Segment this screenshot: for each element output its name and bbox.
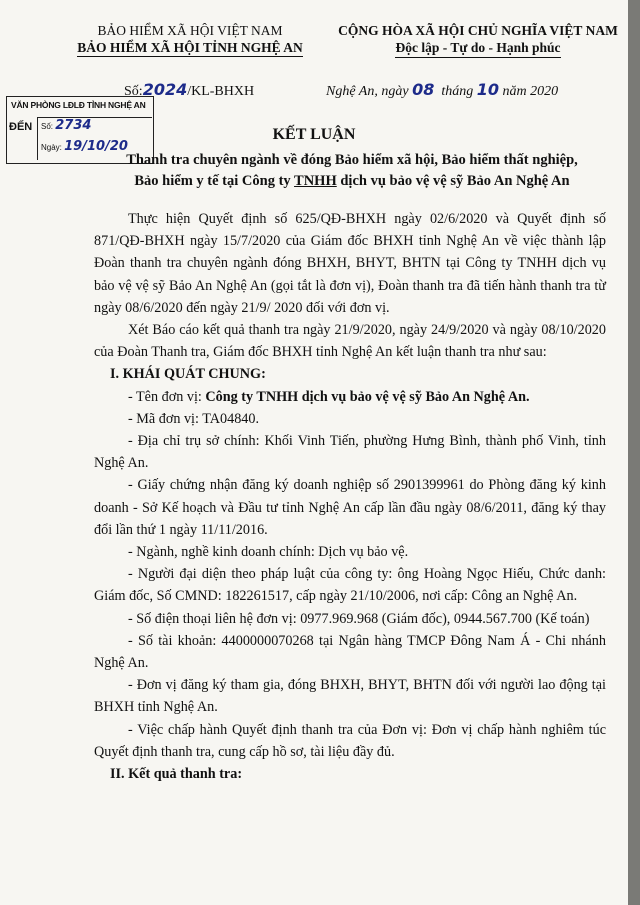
stamp-office: VĂN PHÒNG LĐLĐ TỈNH NGHỆ AN xyxy=(11,100,146,110)
issuer-parent: BẢO HIỂM XÃ HỘI VIỆT NAM xyxy=(97,23,283,38)
section-heading-general: I. KHÁI QUÁT CHUNG: xyxy=(110,366,266,383)
item-business-line: - Ngành, nghề kinh doanh chính: Dịch vụ bảo vệ. xyxy=(128,544,409,561)
handwritten-day: 08 xyxy=(412,80,435,99)
motto-country: CỘNG HÒA XÃ HỘI CHỦ NGHĨA VIỆT NAM xyxy=(338,23,618,38)
handwritten-month: 10 xyxy=(476,80,499,99)
stamp-number: 2734 xyxy=(55,118,92,133)
section-heading-results: II. Kết quả thanh tra: xyxy=(110,766,243,783)
item-unit-name: - Tên đơn vị: Công ty TNHH dịch vụ bảo vệ vệ sỹ Bảo An Nghệ An. xyxy=(128,388,530,405)
item-address: - Địa chỉ trụ sở chính: Khối Vinh Tiến, phường Hưng Bình, thành phố Vinh, tỉnh Nghệ An. xyxy=(94,433,606,472)
document-body xyxy=(94,208,606,785)
document-subtitle xyxy=(92,150,612,192)
item-registration: - Giấy chứng nhận đăng ký doanh nghiệp số 2901399961 do Phòng đăng ký kinh doanh - Sở Kế hoạch và Đầu tư tỉnh Nghệ An cấp lần đầu ngày 08/6/2011, đăng ký thay đổi lần thứ 1 ngày 11/11/2016. xyxy=(94,477,606,538)
national-motto xyxy=(328,22,628,58)
stamp-date-row: Ngày: 19/10/20 xyxy=(41,139,128,154)
motto-slogan: Độc lập - Tự do - Hạnh phúc xyxy=(328,39,628,58)
stamp-date: 19/10/20 xyxy=(64,139,128,154)
subtitle-line1: Thanh tra chuyên ngành về đóng Bảo hiểm xã hội, Bảo hiểm thất nghiệp, xyxy=(126,152,578,168)
issuer-name: BẢO HIỂM XÃ HỘI TỈNH NGHỆ AN xyxy=(77,40,303,55)
stamp-number-row: Số: 2734 xyxy=(41,118,92,133)
stamp-den: ĐẾN xyxy=(9,121,33,133)
issue-date: Nghệ An, ngày 08 tháng 10 năm 2020 xyxy=(326,80,559,99)
item-registration-insurance: - Đơn vị đăng ký tham gia, đóng BHXH, BHYT, BHTN đối với người lao động tại BHXH tỉnh Nghệ An. xyxy=(94,677,606,716)
subtitle-line2: Bảo hiểm y tế tại Công ty TNHH dịch vụ bảo vệ vệ sỹ Bảo An Nghệ An xyxy=(134,173,570,189)
item-compliance: - Việc chấp hành Quyết định thanh tra của Đơn vị: Đơn vị chấp hành nghiêm túc Quyết định thanh tra, cung cấp hồ sơ, tài liệu đầy đủ. xyxy=(94,721,606,760)
paragraph-report: Xét Báo cáo kết quả thanh tra ngày 21/9/2020, ngày 24/9/2020 và ngày 08/10/2020 của Đoàn Thanh tra, Giám đốc BHXH tỉnh Nghệ An kết luận thanh tra như sau: xyxy=(94,322,606,361)
handwritten-number: 2024 xyxy=(142,80,188,99)
item-phone: - Số điện thoại liên hệ đơn vị: 0977.969.968 (Giám đốc), 0944.567.700 (Kế toán) xyxy=(128,610,590,627)
issuer-header xyxy=(60,22,320,57)
item-bank-account: - Số tài khoản: 4400000070268 tại Ngân hàng TMCP Đông Nam Á - Chi nhánh Nghệ An. xyxy=(94,632,606,672)
paragraph-decision: Thực hiện Quyết định số 625/QĐ-BHXH ngày 02/6/2020 và Quyết định số 871/QĐ-BHXH ngày 15/7/2020 của Giám đốc BHXH tỉnh Nghệ An về việc thành lập Đoàn thanh tra chuyên ngành đóng BHXH, BHYT, BHTN tại Công ty TNHH dịch vụ bảo vệ vệ sỹ Bảo An Nghệ An (gọi tắt là đơn vị), Đoàn thanh tra đã tiến hành thanh tra từ ngày 08/6/2020 đến ngày 21/9/ 2020 đối với đơn vị. xyxy=(94,211,606,316)
document-title: KẾT LUẬN xyxy=(272,126,356,143)
item-legal-rep: - Người đại diện theo pháp luật của công ty: ông Hoàng Ngọc Hiếu, Chức danh: Giám đốc, Số CMND: 182261517, cấp ngày 21/10/2006, nơi cấp: Công an Nghệ An. xyxy=(94,566,606,605)
document-number: Số:2024/KL-BHXH xyxy=(124,80,255,99)
item-unit-code: - Mã đơn vị: TA04840. xyxy=(128,410,260,427)
page-edge-shadow xyxy=(628,0,640,905)
